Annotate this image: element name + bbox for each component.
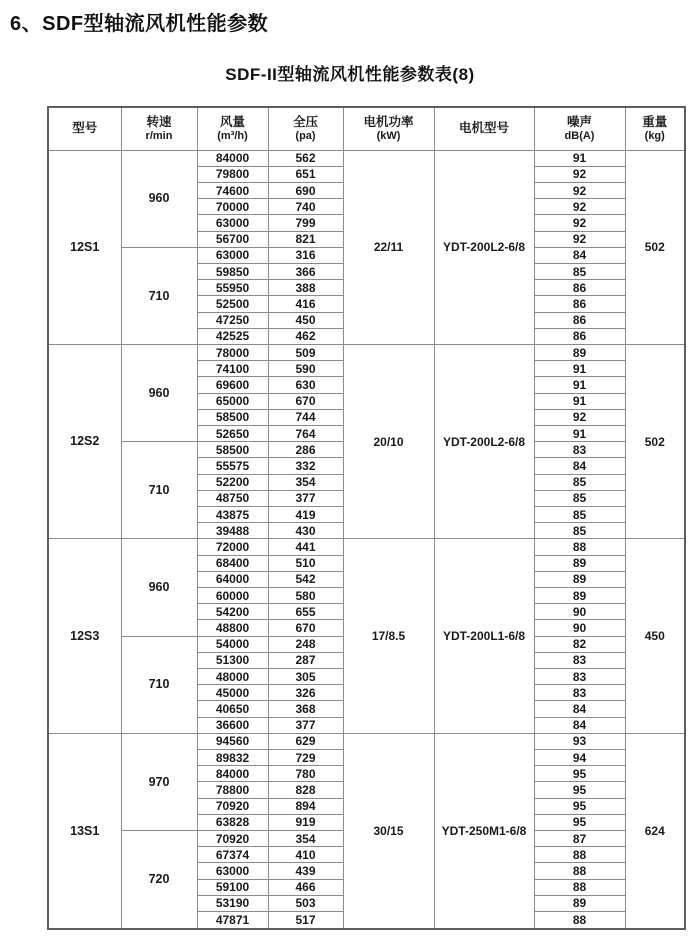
cell-flow: 65000 [197,393,268,409]
cell-noise: 95 [534,798,625,814]
cell-flow: 43875 [197,506,268,522]
header-speed-label: 转速 [146,114,172,129]
header-weight-unit: (kg) [644,129,665,142]
cell-pressure: 377 [268,490,343,506]
cell-speed: 970 [121,733,197,830]
cell-noise: 85 [534,490,625,506]
cell-speed: 710 [121,442,197,539]
cell-flow: 94560 [197,733,268,749]
cell-pressure: 416 [268,296,343,312]
cell-flow: 52500 [197,296,268,312]
cell-pressure: 503 [268,895,343,911]
cell-flow: 78000 [197,344,268,360]
cell-pressure: 655 [268,604,343,620]
cell-noise: 89 [534,555,625,571]
cell-pressure: 410 [268,847,343,863]
cell-flow: 68400 [197,555,268,571]
cell-noise: 94 [534,750,625,766]
cell-flow: 63000 [197,247,268,263]
cell-noise: 83 [534,669,625,685]
cell-noise: 86 [534,280,625,296]
cell-noise: 91 [534,150,625,166]
cell-pressure: 894 [268,798,343,814]
cell-pressure: 332 [268,458,343,474]
header-speed-unit: r/min [145,129,173,142]
cell-pressure: 670 [268,620,343,636]
cell-pressure: 286 [268,442,343,458]
header-speed [121,107,197,150]
header-weight [625,107,685,150]
cell-noise: 92 [534,231,625,247]
header-pressure-unit: (pa) [295,129,316,142]
cell-flow: 54000 [197,636,268,652]
cell-noise: 90 [534,604,625,620]
cell-flow: 39488 [197,523,268,539]
cell-weight: 624 [625,733,685,929]
cell-flow: 53190 [197,895,268,911]
header-model-label: 型号 [72,121,98,136]
header-noise [534,107,625,150]
cell-noise: 83 [534,685,625,701]
header-power-unit: (kW) [376,129,401,142]
cell-pressure: 590 [268,361,343,377]
cell-pressure: 562 [268,150,343,166]
cell-noise: 84 [534,717,625,733]
cell-noise: 85 [534,263,625,279]
cell-pressure: 764 [268,425,343,441]
cell-speed: 960 [121,344,197,441]
cell-flow: 70000 [197,199,268,215]
cell-pressure: 287 [268,652,343,668]
cell-speed: 720 [121,831,197,929]
cell-noise: 86 [534,296,625,312]
cell-flow: 84000 [197,150,268,166]
header-noise-label: 噪声 [566,114,592,129]
cell-noise: 95 [534,766,625,782]
cell-pressure: 510 [268,555,343,571]
cell-noise: 90 [534,620,625,636]
cell-flow: 79800 [197,166,268,182]
cell-pressure: 354 [268,831,343,847]
cell-pressure: 326 [268,685,343,701]
cell-noise: 92 [534,199,625,215]
table-header [48,107,685,150]
cell-flow: 47871 [197,912,268,929]
cell-motor: YDT-200L2-6/8 [434,150,534,344]
header-flow-label: 风量 [219,114,245,129]
cell-noise: 91 [534,425,625,441]
cell-flow: 60000 [197,587,268,603]
cell-pressure: 354 [268,474,343,490]
cell-pressure: 828 [268,782,343,798]
cell-pressure: 580 [268,587,343,603]
cell-flow: 59850 [197,263,268,279]
cell-flow: 52200 [197,474,268,490]
cell-model: 12S3 [48,539,121,733]
fan-performance-table [47,106,686,930]
cell-pressure: 441 [268,539,343,555]
header-weight-label: 重量 [642,114,668,129]
page-title: 6、SDF型轴流风机性能参数 [10,13,269,35]
cell-flow: 56700 [197,231,268,247]
cell-noise: 82 [534,636,625,652]
cell-noise: 84 [534,247,625,263]
cell-noise: 86 [534,312,625,328]
cell-noise: 92 [534,409,625,425]
cell-speed: 710 [121,247,197,344]
cell-noise: 89 [534,895,625,911]
cell-noise: 86 [534,328,625,344]
cell-flow: 55950 [197,280,268,296]
cell-pressure: 744 [268,409,343,425]
header-motor-label: 电机型号 [458,121,509,136]
cell-pressure: 366 [268,263,343,279]
cell-noise: 92 [534,215,625,231]
table-row [48,539,685,555]
cell-flow: 70920 [197,798,268,814]
cell-noise: 89 [534,344,625,360]
table-row [48,150,685,166]
header-noise-unit: dB(A) [564,129,595,142]
cell-flow: 69600 [197,377,268,393]
cell-flow: 52650 [197,425,268,441]
cell-noise: 83 [534,652,625,668]
cell-noise: 92 [534,182,625,198]
cell-pressure: 248 [268,636,343,652]
cell-weight: 502 [625,150,685,344]
cell-motor: YDT-200L1-6/8 [434,539,534,733]
cell-flow: 84000 [197,766,268,782]
cell-flow: 63000 [197,215,268,231]
table-caption: SDF-II型轴流风机性能参数表(8) [225,65,475,84]
cell-flow: 40650 [197,701,268,717]
cell-flow: 48000 [197,669,268,685]
cell-noise: 91 [534,377,625,393]
cell-pressure: 517 [268,912,343,929]
cell-pressure: 466 [268,879,343,895]
cell-pressure: 305 [268,669,343,685]
cell-motor: YDT-250M1-6/8 [434,733,534,929]
table-row [48,733,685,749]
cell-pressure: 630 [268,377,343,393]
header-model [48,107,121,150]
header-pressure-label: 全压 [292,114,318,129]
cell-flow: 48750 [197,490,268,506]
cell-noise: 91 [534,393,625,409]
cell-model: 12S1 [48,150,121,344]
cell-noise: 85 [534,506,625,522]
cell-noise: 89 [534,587,625,603]
cell-pressure: 439 [268,863,343,879]
header-flow-unit: (m³/h) [217,129,248,142]
cell-noise: 93 [534,733,625,749]
cell-pressure: 651 [268,166,343,182]
cell-pressure: 450 [268,312,343,328]
cell-noise: 84 [534,701,625,717]
cell-pressure: 690 [268,182,343,198]
cell-pressure: 377 [268,717,343,733]
cell-pressure: 740 [268,199,343,215]
cell-flow: 54200 [197,604,268,620]
cell-noise: 85 [534,474,625,490]
cell-noise: 85 [534,523,625,539]
cell-speed: 710 [121,636,197,733]
cell-flow: 74100 [197,361,268,377]
cell-power: 17/8.5 [343,539,434,733]
cell-noise: 95 [534,814,625,830]
cell-flow: 72000 [197,539,268,555]
header-motor [434,107,534,150]
cell-noise: 89 [534,571,625,587]
cell-flow: 63828 [197,814,268,830]
cell-flow: 45000 [197,685,268,701]
cell-pressure: 368 [268,701,343,717]
cell-pressure: 419 [268,506,343,522]
header-row [48,107,685,150]
cell-pressure: 799 [268,215,343,231]
cell-flow: 70920 [197,831,268,847]
cell-noise: 88 [534,912,625,929]
cell-flow: 78800 [197,782,268,798]
cell-pressure: 316 [268,247,343,263]
cell-pressure: 462 [268,328,343,344]
cell-flow: 74600 [197,182,268,198]
cell-noise: 83 [534,442,625,458]
header-power [343,107,434,150]
cell-flow: 51300 [197,652,268,668]
cell-pressure: 821 [268,231,343,247]
cell-flow: 89832 [197,750,268,766]
cell-flow: 59100 [197,879,268,895]
cell-model: 12S2 [48,344,121,538]
header-power-label: 电机功率 [363,114,414,129]
cell-flow: 48800 [197,620,268,636]
table-body [48,150,685,929]
cell-pressure: 729 [268,750,343,766]
cell-flow: 47250 [197,312,268,328]
cell-model: 13S1 [48,733,121,929]
cell-speed: 960 [121,539,197,636]
cell-pressure: 780 [268,766,343,782]
cell-noise: 88 [534,539,625,555]
cell-flow: 64000 [197,571,268,587]
cell-noise: 87 [534,831,625,847]
cell-flow: 36600 [197,717,268,733]
cell-power: 22/11 [343,150,434,344]
table-row [48,344,685,360]
cell-pressure: 629 [268,733,343,749]
cell-pressure: 509 [268,344,343,360]
cell-pressure: 919 [268,814,343,830]
cell-noise: 91 [534,361,625,377]
cell-weight: 450 [625,539,685,733]
cell-noise: 95 [534,782,625,798]
cell-pressure: 388 [268,280,343,296]
cell-pressure: 542 [268,571,343,587]
cell-weight: 502 [625,344,685,538]
cell-noise: 84 [534,458,625,474]
cell-pressure: 670 [268,393,343,409]
cell-flow: 58500 [197,442,268,458]
cell-flow: 58500 [197,409,268,425]
cell-power: 30/15 [343,733,434,929]
cell-flow: 42525 [197,328,268,344]
cell-flow: 63000 [197,863,268,879]
cell-noise: 88 [534,847,625,863]
cell-flow: 55575 [197,458,268,474]
cell-power: 20/10 [343,344,434,538]
cell-noise: 92 [534,166,625,182]
cell-speed: 960 [121,150,197,247]
header-pressure [268,107,343,150]
cell-flow: 67374 [197,847,268,863]
header-flow [197,107,268,150]
cell-motor: YDT-200L2-6/8 [434,344,534,538]
cell-noise: 88 [534,879,625,895]
cell-pressure: 430 [268,523,343,539]
cell-noise: 88 [534,863,625,879]
